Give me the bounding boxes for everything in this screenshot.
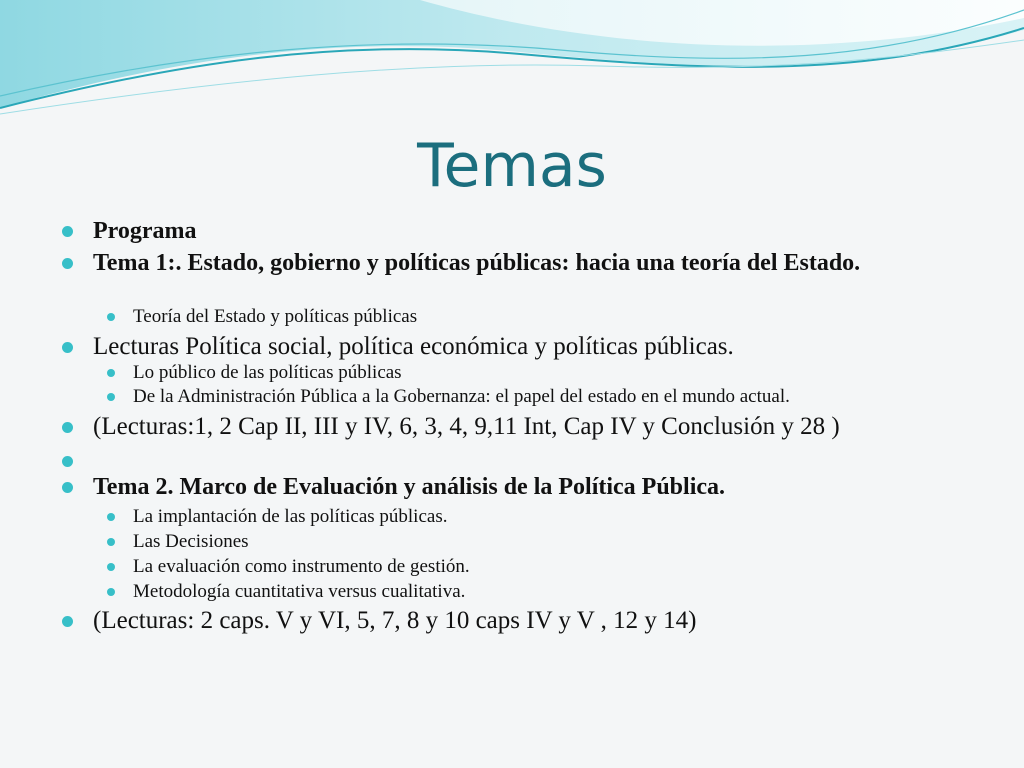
bullet-icon (62, 482, 73, 493)
list-item-text: (Lecturas: 2 caps. V y VI, 5, 7, 8 y 10 caps IV y V , 12 y 14) (93, 607, 697, 634)
list-item (62, 218, 953, 245)
bullet-icon (62, 258, 73, 269)
list-item-text: Tema 2. Marco de Evaluación y análisis de la Política Pública. (93, 474, 726, 500)
list-item-text: Tema 1:. Estado, gobierno y políticas públicas: hacia una teoría del Estado. (93, 250, 861, 276)
list-item-text: Programa (93, 218, 197, 244)
list-item-text: La implantación de las políticas públicas. (133, 506, 448, 527)
list-item-text: Lecturas Política social, política económica y políticas públicas. (93, 333, 734, 360)
list-item-text: Lo público de las políticas públicas (133, 362, 402, 383)
bullet-icon (107, 313, 115, 321)
sub-list-item (62, 505, 993, 529)
bullet-icon (62, 616, 73, 627)
bullet-icon (107, 588, 115, 596)
slide-title: Temas (417, 131, 607, 201)
list-item (62, 332, 953, 362)
sub-list-item (62, 555, 993, 579)
list-item (62, 606, 953, 636)
list-item (62, 474, 953, 501)
list-item-text: Las Decisiones (133, 531, 249, 552)
bullet-icon (62, 456, 73, 467)
sub-list-item (62, 305, 993, 329)
bullet-icon (107, 393, 115, 401)
bullet-icon (107, 369, 115, 377)
list-item (62, 250, 953, 277)
sub-list-item (62, 580, 993, 604)
bullet-icon (107, 563, 115, 571)
sub-list-item (62, 530, 993, 554)
list-item-text: (Lecturas:1, 2 Cap II, III y IV, 6, 3, 4, 9,11 Int, Cap IV y Conclusión y 28 ) (93, 413, 840, 440)
list-item-text: De la Administración Pública a la Gobernanza: el papel del estado en el mundo actual. (133, 386, 790, 407)
bullet-icon (62, 226, 73, 237)
list-item-text: La evaluación como instrumento de gestión. (133, 556, 470, 577)
bullet-icon (107, 538, 115, 546)
sub-list-item (62, 361, 993, 385)
header-wave-decoration (0, 0, 1024, 120)
sub-list-item (62, 385, 993, 409)
bullet-icon (62, 422, 73, 433)
list-item-text: Teoría del Estado y políticas públicas (133, 306, 418, 327)
bullet-icon (107, 513, 115, 521)
list-item (62, 412, 953, 442)
list-item-text: Metodología cuantitativa versus cualitativa. (133, 581, 466, 602)
bullet-icon (62, 342, 73, 353)
